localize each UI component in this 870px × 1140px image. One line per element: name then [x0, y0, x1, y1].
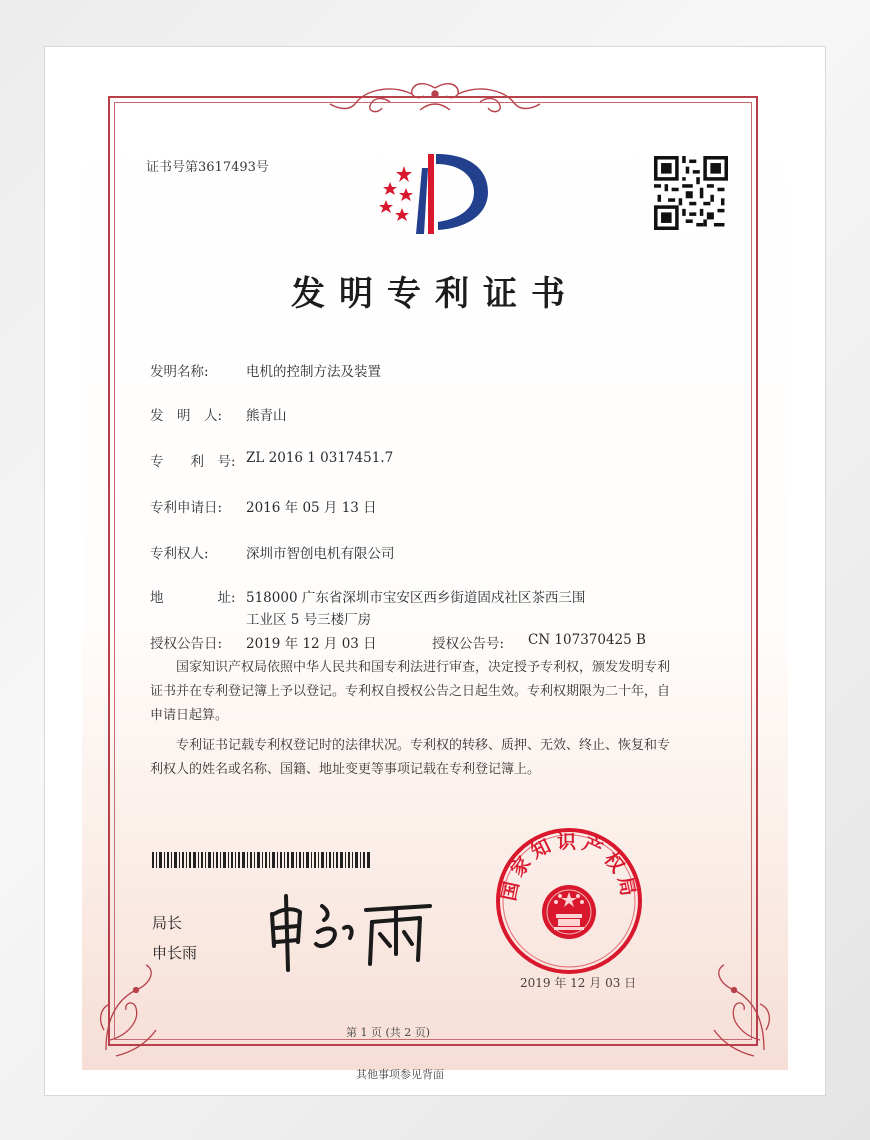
national-emblem-icon — [542, 885, 596, 939]
certificate-number: 证书号第3617493号 — [146, 160, 269, 175]
signature-icon — [258, 888, 438, 974]
address-line-2: 工业区 5 号三楼厂房 — [246, 612, 372, 628]
signatory-name: 申长雨 — [152, 944, 198, 962]
address-label: 地 址: — [150, 590, 236, 606]
statement-line-1: 国家知识产权局依照中华人民共和国专利法进行审查，决定授予专利权，颁发发明专利 — [176, 660, 671, 675]
barcode-icon — [152, 852, 370, 868]
patentee-label: 专利权人: — [150, 546, 209, 562]
filing-date-label: 专利申请日: — [150, 500, 223, 516]
svg-text:国家知识产权局: 国家知识产权局 — [498, 831, 640, 903]
bottom-right-scroll-ornament-icon — [704, 960, 774, 1060]
filing-date-value: 2016 年 05 月 13 日 — [246, 500, 377, 516]
grant-date-label: 授权公告日: — [150, 636, 223, 652]
grant-number-label: 授权公告号: — [432, 636, 505, 652]
address-line-1: 518000 广东省深圳市宝安区西乡街道固戍社区茶西三围 — [246, 590, 586, 606]
inventor-label: 发 明 人: — [150, 408, 223, 424]
qr-code-icon — [654, 156, 728, 230]
certificate-title: 发明专利证书 — [291, 274, 579, 314]
invention-name-value: 电机的控制方法及装置 — [246, 364, 381, 380]
top-scroll-ornament-icon — [320, 80, 550, 120]
page-indicator: 第 1 页 (共 2 页) — [346, 1026, 431, 1039]
signatory-title: 局长 — [152, 914, 183, 932]
patent-number-value: ZL 2016 1 0317451.7 — [246, 450, 394, 466]
patentee-value: 深圳市智创电机有限公司 — [246, 546, 395, 562]
back-note: 其他事项参见背面 — [356, 1068, 444, 1081]
statement-line-3: 申请日起算。 — [150, 708, 229, 723]
inventor-value: 熊青山 — [246, 408, 287, 424]
seal-date: 2019 年 12 月 03 日 — [520, 976, 637, 990]
statement-line-2: 证书并在专利登记簿上予以登记。专利权自授权公告之日起生效。专利权期限为二十年，自 — [150, 684, 671, 699]
invention-name-label: 发明名称: — [150, 364, 209, 380]
cnipa-logo-icon — [376, 148, 496, 238]
grant-number-value: CN 107370425 B — [528, 632, 646, 648]
national-seal-icon — [494, 826, 644, 976]
legal-note-line-1: 专利证书记载专利权登记时的法律状况。专利权的转移、质押、无效、终止、恢复和专 — [176, 738, 671, 753]
grant-date-value: 2019 年 12 月 03 日 — [246, 636, 377, 652]
bottom-left-scroll-ornament-icon — [96, 960, 166, 1060]
patent-number-label: 专 利 号: — [150, 454, 236, 470]
legal-note-line-2: 利权人的姓名或名称、国籍、地址变更等事项记载在专利登记簿上。 — [150, 762, 541, 777]
